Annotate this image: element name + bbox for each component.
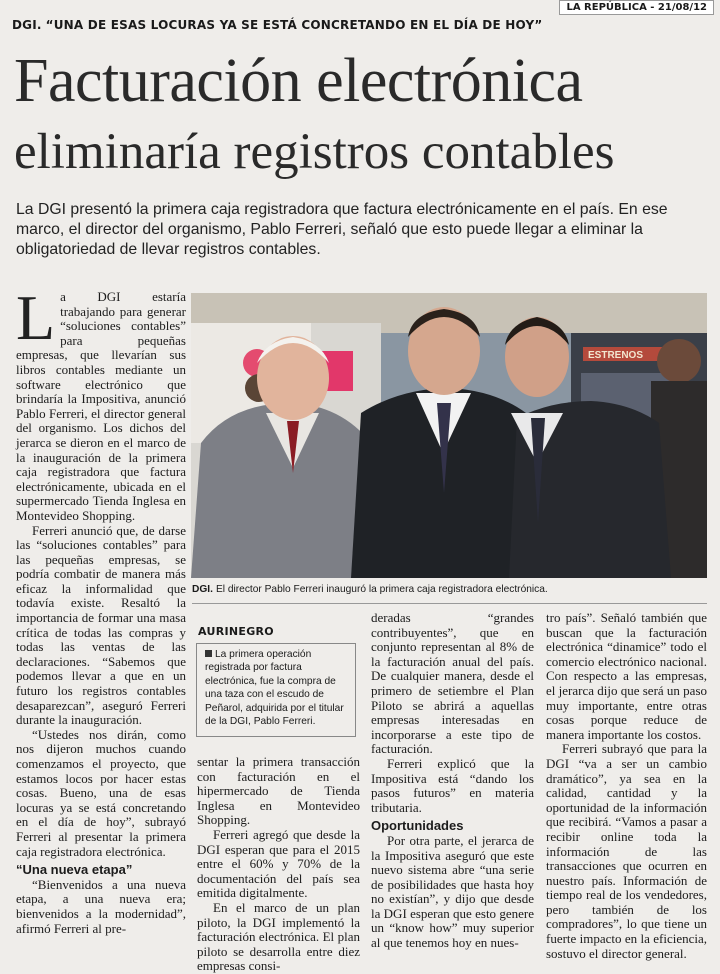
- subhead-nueva-etapa: “Una nueva etapa”: [16, 862, 133, 878]
- col2-paragraph-2: Ferreri agregó que desde la DGI esperan que para el 2015 entre el 60% y 70% de la documentación del país sea emitida digitalmente.: [197, 826, 360, 901]
- article-column-1: [16, 282, 186, 936]
- source-label: LA REPÚBLICA - 21/08/12: [559, 0, 714, 15]
- col1-paragraph-1: a DGI estaría trabajando para generar “soluciones contables” para pequeñas empresas, que llevarían sus libros contables mediante un software electrónico que brindaría la Impositiva, anunció Pablo Ferreri, el director general del organismo. Los dichos del jerarca se dieron en el marco de la inauguración de la primera caja registradora que factura electrónicamente, ubicada en el supermercado Tienda Inglesa en Montevideo Shopping.: [16, 289, 186, 523]
- article-column-2: [197, 755, 360, 974]
- article-column-3: [371, 611, 534, 951]
- article-photo: [191, 293, 707, 578]
- sidebar-box-title: AURINEGRO: [198, 625, 274, 638]
- col1-paragraph-4: “Bienvenidos a una nueva etapa, a una nueva era; bienvenidos a la modernidad”, afirmó Ferreri al pre-: [16, 876, 186, 936]
- col4-paragraph-2: Ferreri subrayó que para la DGI “va a ser un cambio dramático”, ya sea en la calidad, cantidad y la oportunidad de la información que recibirá. “Vamos a pasar a recibir online toda la información de las transacciones que ocurren en nuestro país. Información de tiempo real de los vendedores, pero también de los compradores”, lo que tiene un fuerte impacto en la eficiencia, sostuvo el director general.: [546, 741, 707, 961]
- sidebar-box: [196, 643, 356, 737]
- article-column-4: [546, 611, 707, 961]
- drop-cap: L: [16, 282, 56, 353]
- caption-text: El director Pablo Ferreri inauguró la primera caja registradora electrónica.: [215, 584, 548, 595]
- col2-paragraph-3: En el marco de un plan piloto, la DGI implementó la facturación electrónica. El plan piloto se desarrolla entre diez empresas consi-: [197, 899, 360, 974]
- col1-paragraph-3: “Ustedes nos dirán, como nos dijeron muchos cuando comenzamos el proyecto, que estamos locos por hacer estas cosas. Bueno, una de esas locuras ya se está concretando en el día de hoy”, subrayó Ferreri al presentar la primera caja registradora electrónica.: [16, 726, 186, 859]
- kicker-quote: “UNA DE ESAS LOCURAS YA SE ESTÁ CONCRETANDO EN EL DÍA DE HOY”: [45, 18, 543, 32]
- kicker: [12, 18, 542, 32]
- bullet-square-icon: [205, 650, 212, 657]
- subhead-oportunidades: Oportunidades: [371, 818, 464, 834]
- kicker-tag: DGI.: [12, 18, 42, 32]
- photo-caption: [192, 584, 707, 595]
- col3-paragraph-3: Por otra parte, el jerarca de la Impositiva aseguró que este nuevo sistema abre “una serie de posibilidades que hasta hoy no existían”, y dijo que desde la DGI esperan que esto genere un “know how” muy superior al que tenemos hoy en nues-: [371, 832, 534, 951]
- col3-paragraph-1: deradas “grandes contribuyentes”, que en conjunto representan al 8% de la facturación anual del país. De cualquier manera, desde el primero de setiembre el Plan Piloto se abrirá a aquellas empresas interesadas en incorporarse a este tipo de facturación.: [371, 610, 534, 757]
- col2-paragraph-1: sentar la primera transacción con facturación en el hipermercado de Tienda Inglesa en Montevideo Shopping.: [197, 754, 360, 828]
- caption-divider: [192, 603, 707, 604]
- col1-paragraph-2: Ferreri anunció que, de darse las “soluciones contables” para las pequeñas empresas, se podría combatir de manera más eficaz la informalidad que todavía existe. Resaltó la importancia de formar una masa crítica de todas las compras y todas las ventas de las declaraciones. “Sabemos que podemos llevar a que en un futuro los registros contables desaparezcan”, aseguró Ferreri durante la inauguración.: [16, 522, 186, 728]
- store-sign: ESTRENOS: [588, 350, 644, 361]
- sidebar-box-text: La primera operación registrada por factura electrónica, fue la compra de una taza con el escudo de Peñarol, adquirida por el titular de la DGI, Pablo Ferreri.: [205, 649, 344, 728]
- col4-paragraph-1: tro país”. Señaló también que buscan que la facturación electrónica “dinamice” todo el comercio electrónico nacional. Con respecto a las empresas, el jerarca dijo que será un paso muy importante, entre otras cosas porque reduce de manera importante los costos.: [546, 610, 707, 742]
- caption-tag: DGI.: [192, 584, 213, 595]
- headline-line1: Facturación electrónica: [14, 47, 583, 115]
- col3-paragraph-2: Ferreri explicó que la Impositiva está “dando los pasos futuros” en materia tributaria.: [371, 755, 534, 815]
- lead-paragraph: La DGI presentó la primera caja registradora que factura electrónicamente en el país. En ese marco, el director del organismo, Pablo Ferreri, señaló que esto puede llegar a eliminar la obligatoriedad de llevar registros contables.: [16, 201, 668, 258]
- headline-line2: eliminaría registros contables: [14, 124, 615, 180]
